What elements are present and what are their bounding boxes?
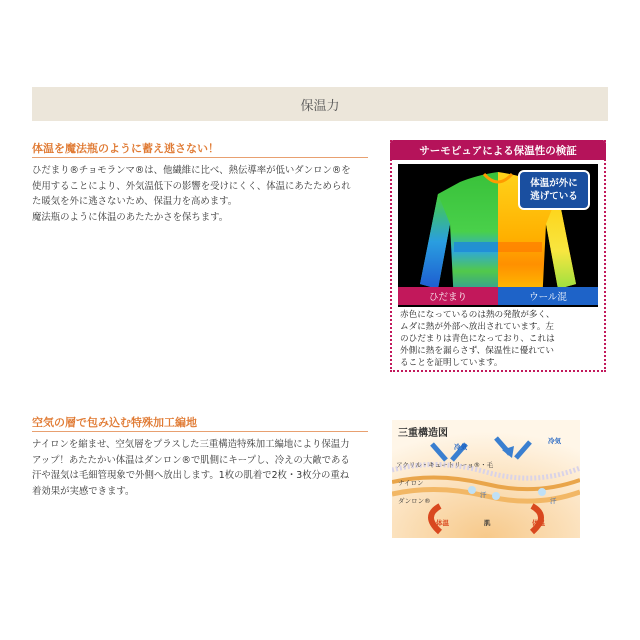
section1-rule	[32, 157, 368, 158]
section1-line: 魔法瓶のように体温のあたたかさを保ちます。	[32, 211, 229, 223]
sweat-left-label: 汗	[480, 491, 487, 499]
cold-air-left-label: 冷気	[454, 443, 467, 451]
thermo-caption	[400, 309, 600, 369]
thermo-labels	[398, 287, 598, 305]
caption-line: ることを証明しています。	[400, 358, 503, 368]
caption-line: のひだまりは青色になっており、これは	[400, 334, 555, 344]
heat-escaping-bubble	[518, 170, 590, 210]
layer-acrylic-label: アクリル・キュートリーョ®・毛	[396, 461, 494, 469]
layer-danron-label: ダンロン®	[398, 497, 431, 505]
section1-body	[32, 163, 351, 225]
layer-nylon-label: ナイロン	[398, 479, 424, 487]
caption-line: 赤色になっているのは熱の発散が多く、	[400, 310, 555, 320]
thermo-header: サーモピュアによる保温性の検証	[390, 140, 606, 160]
cold-air-right-label: 冷気	[548, 437, 561, 445]
section-banner	[32, 87, 608, 121]
label-hidamari: ひだまり	[398, 287, 498, 305]
bubble-line: 逃げている	[530, 191, 578, 202]
label-wool-blend: ウール混	[498, 287, 598, 305]
section1-title: 体温を魔法瓶のように蓄え逃さない！	[32, 142, 219, 155]
section2-line: 汗や湿気は毛細管現象で外側へ放出します。1枚の肌着で2枚・3枚分の重ね	[32, 470, 350, 481]
skin-label: 肌	[484, 519, 491, 527]
body-temp-right-label: 体温	[532, 519, 545, 527]
sweat-right-label: 汗	[550, 497, 557, 505]
banner-title: 保温力	[300, 98, 340, 114]
caption-line: ムダに熱が外部へ放出されています。左	[400, 322, 555, 332]
body-temp-left-label: 体温	[436, 519, 449, 527]
diagram-title: 三重構造図	[398, 428, 448, 439]
section2-line: 着効果が実感できます。	[32, 485, 135, 497]
section2-rule	[32, 431, 368, 432]
bubble-line: 体温が外に	[530, 178, 578, 189]
caption-line: 外側に熱を漏らさず、保温性に優れてい	[400, 346, 555, 356]
section2-line: ナイロンを縮ませ、空気層をプラスした三重構造特殊加工編地により保温力	[32, 439, 350, 450]
section2-title: 空気の層で包み込む特殊加工編地	[32, 416, 197, 429]
thermography-image	[398, 164, 598, 307]
thermography-panel	[390, 140, 606, 372]
section2-line: アップ！あたたかい体温はダンロン®で肌側にキープし、冷えの大敵である	[32, 454, 350, 466]
section1-line: ひだまり®チョモランマ®は、他繊維に比べ、熱伝導率が低いダンロン®を	[32, 165, 351, 176]
section1-line: 使用することにより、外気温低下の影響を受けにくく、体温にあたためられ	[32, 180, 351, 192]
section1-line: た暖気を外に逃さないため、保温力を高めます。	[32, 196, 238, 207]
section2-body	[32, 437, 350, 499]
three-layer-diagram	[392, 420, 580, 538]
